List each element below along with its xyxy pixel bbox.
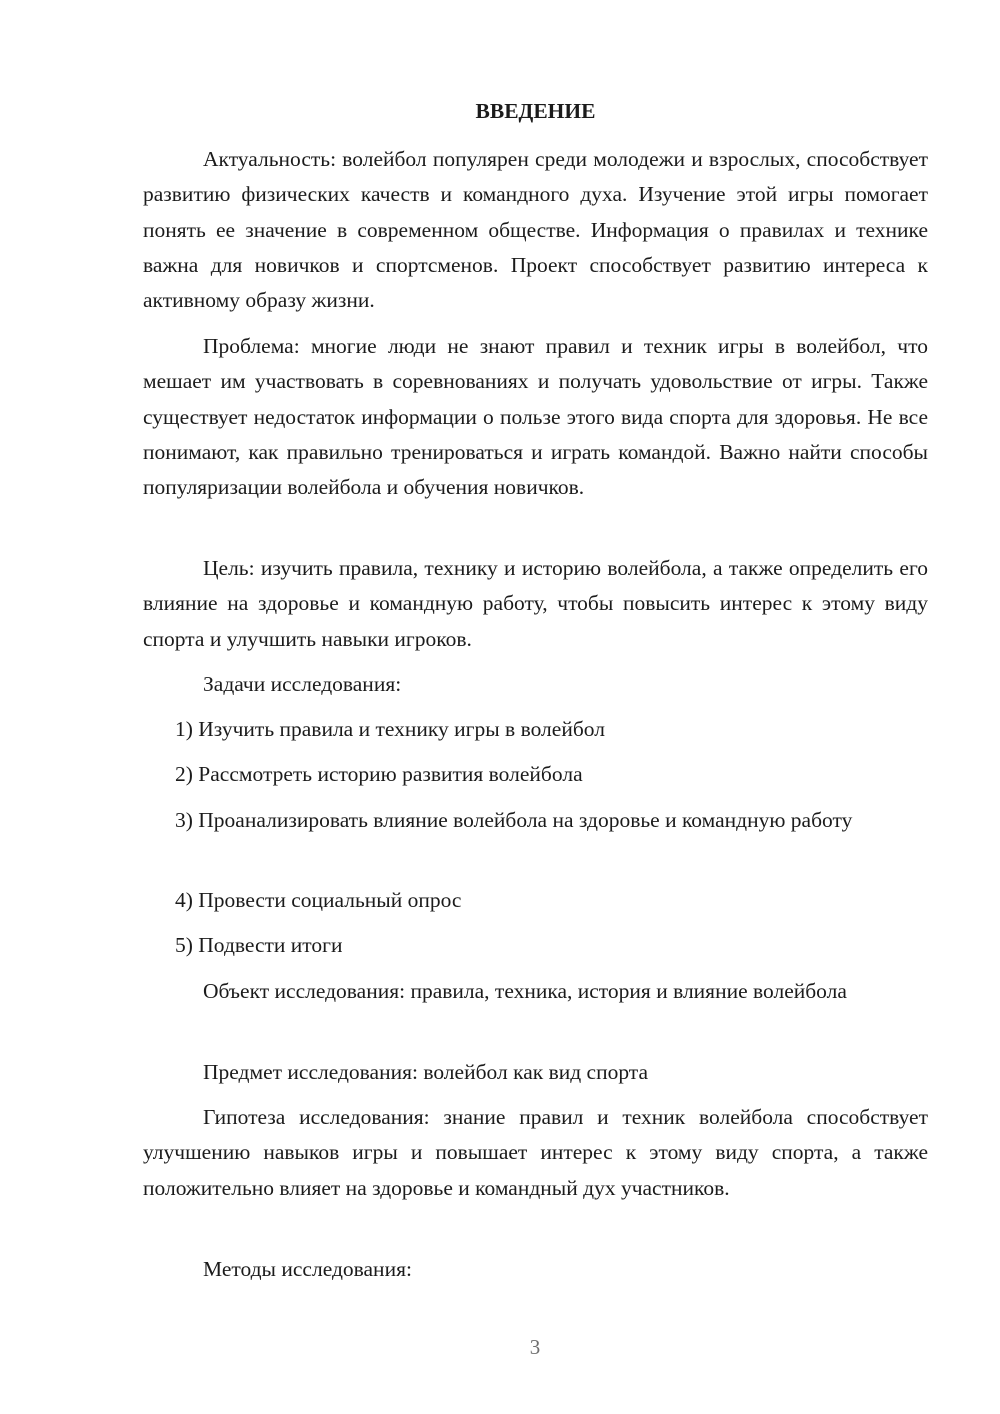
hypothesis-paragraph: Гипотеза исследования: знание правил и техник волейбола способствует улучшению навыков игры и повышает интерес к этому виду спорта, а также положительно влияет на здоровье и командный дух участников. xyxy=(143,1105,928,1200)
object-paragraph: Объект исследования: правила, техника, история и влияние волейбола xyxy=(203,979,847,1003)
relevance-paragraph: Актуальность: волейбол популярен среди молодежи и взрослых, способствует развитию физических качеств и командного духа. Изучение этой игры помогает понять ее значение в современном обществе. Информация о правилах и технике важна для новичков и спортсменов. Проект способствует развитию интереса к активному образу жизни. xyxy=(143,147,928,313)
task-item-2: 2) Рассмотреть историю развития волейбола xyxy=(175,762,583,786)
tasks-heading: Задачи исследования: xyxy=(203,672,402,696)
goal-paragraph: Цель: изучить правила, технику и историю волейбола, а также определить его влияние на здоровье и командную работу, чтобы повысить интерес к этому виду спорта и улучшить навыки игроков. xyxy=(143,556,928,651)
page-title: ВВЕДЕНИЕ xyxy=(475,99,596,123)
task-item-3: 3) Проанализировать влияние волейбола на здоровье и командную работу xyxy=(175,808,853,832)
task-item-5: 5) Подвести итоги xyxy=(175,933,343,957)
subject-paragraph: Предмет исследования: волейбол как вид спорта xyxy=(203,1060,649,1084)
task-item-1: 1) Изучить правила и технику игры в волейбол xyxy=(175,717,605,741)
methods-heading: Методы исследования: xyxy=(203,1257,412,1281)
task-item-4: 4) Провести социальный опрос xyxy=(175,888,462,912)
page-number: 3 xyxy=(529,1335,541,1359)
problem-paragraph: Проблема: многие люди не знают правил и техник игры в волейбол, что мешает им участвовать в соревнованиях и получать удовольствие от игры. Также существует недостаток информации о пользе этого вида спорта для здоровья. Не все понимают, как правильно тренироваться и играть командой. Важно найти способы популяризации волейбола и обучения новичков. xyxy=(143,334,928,500)
